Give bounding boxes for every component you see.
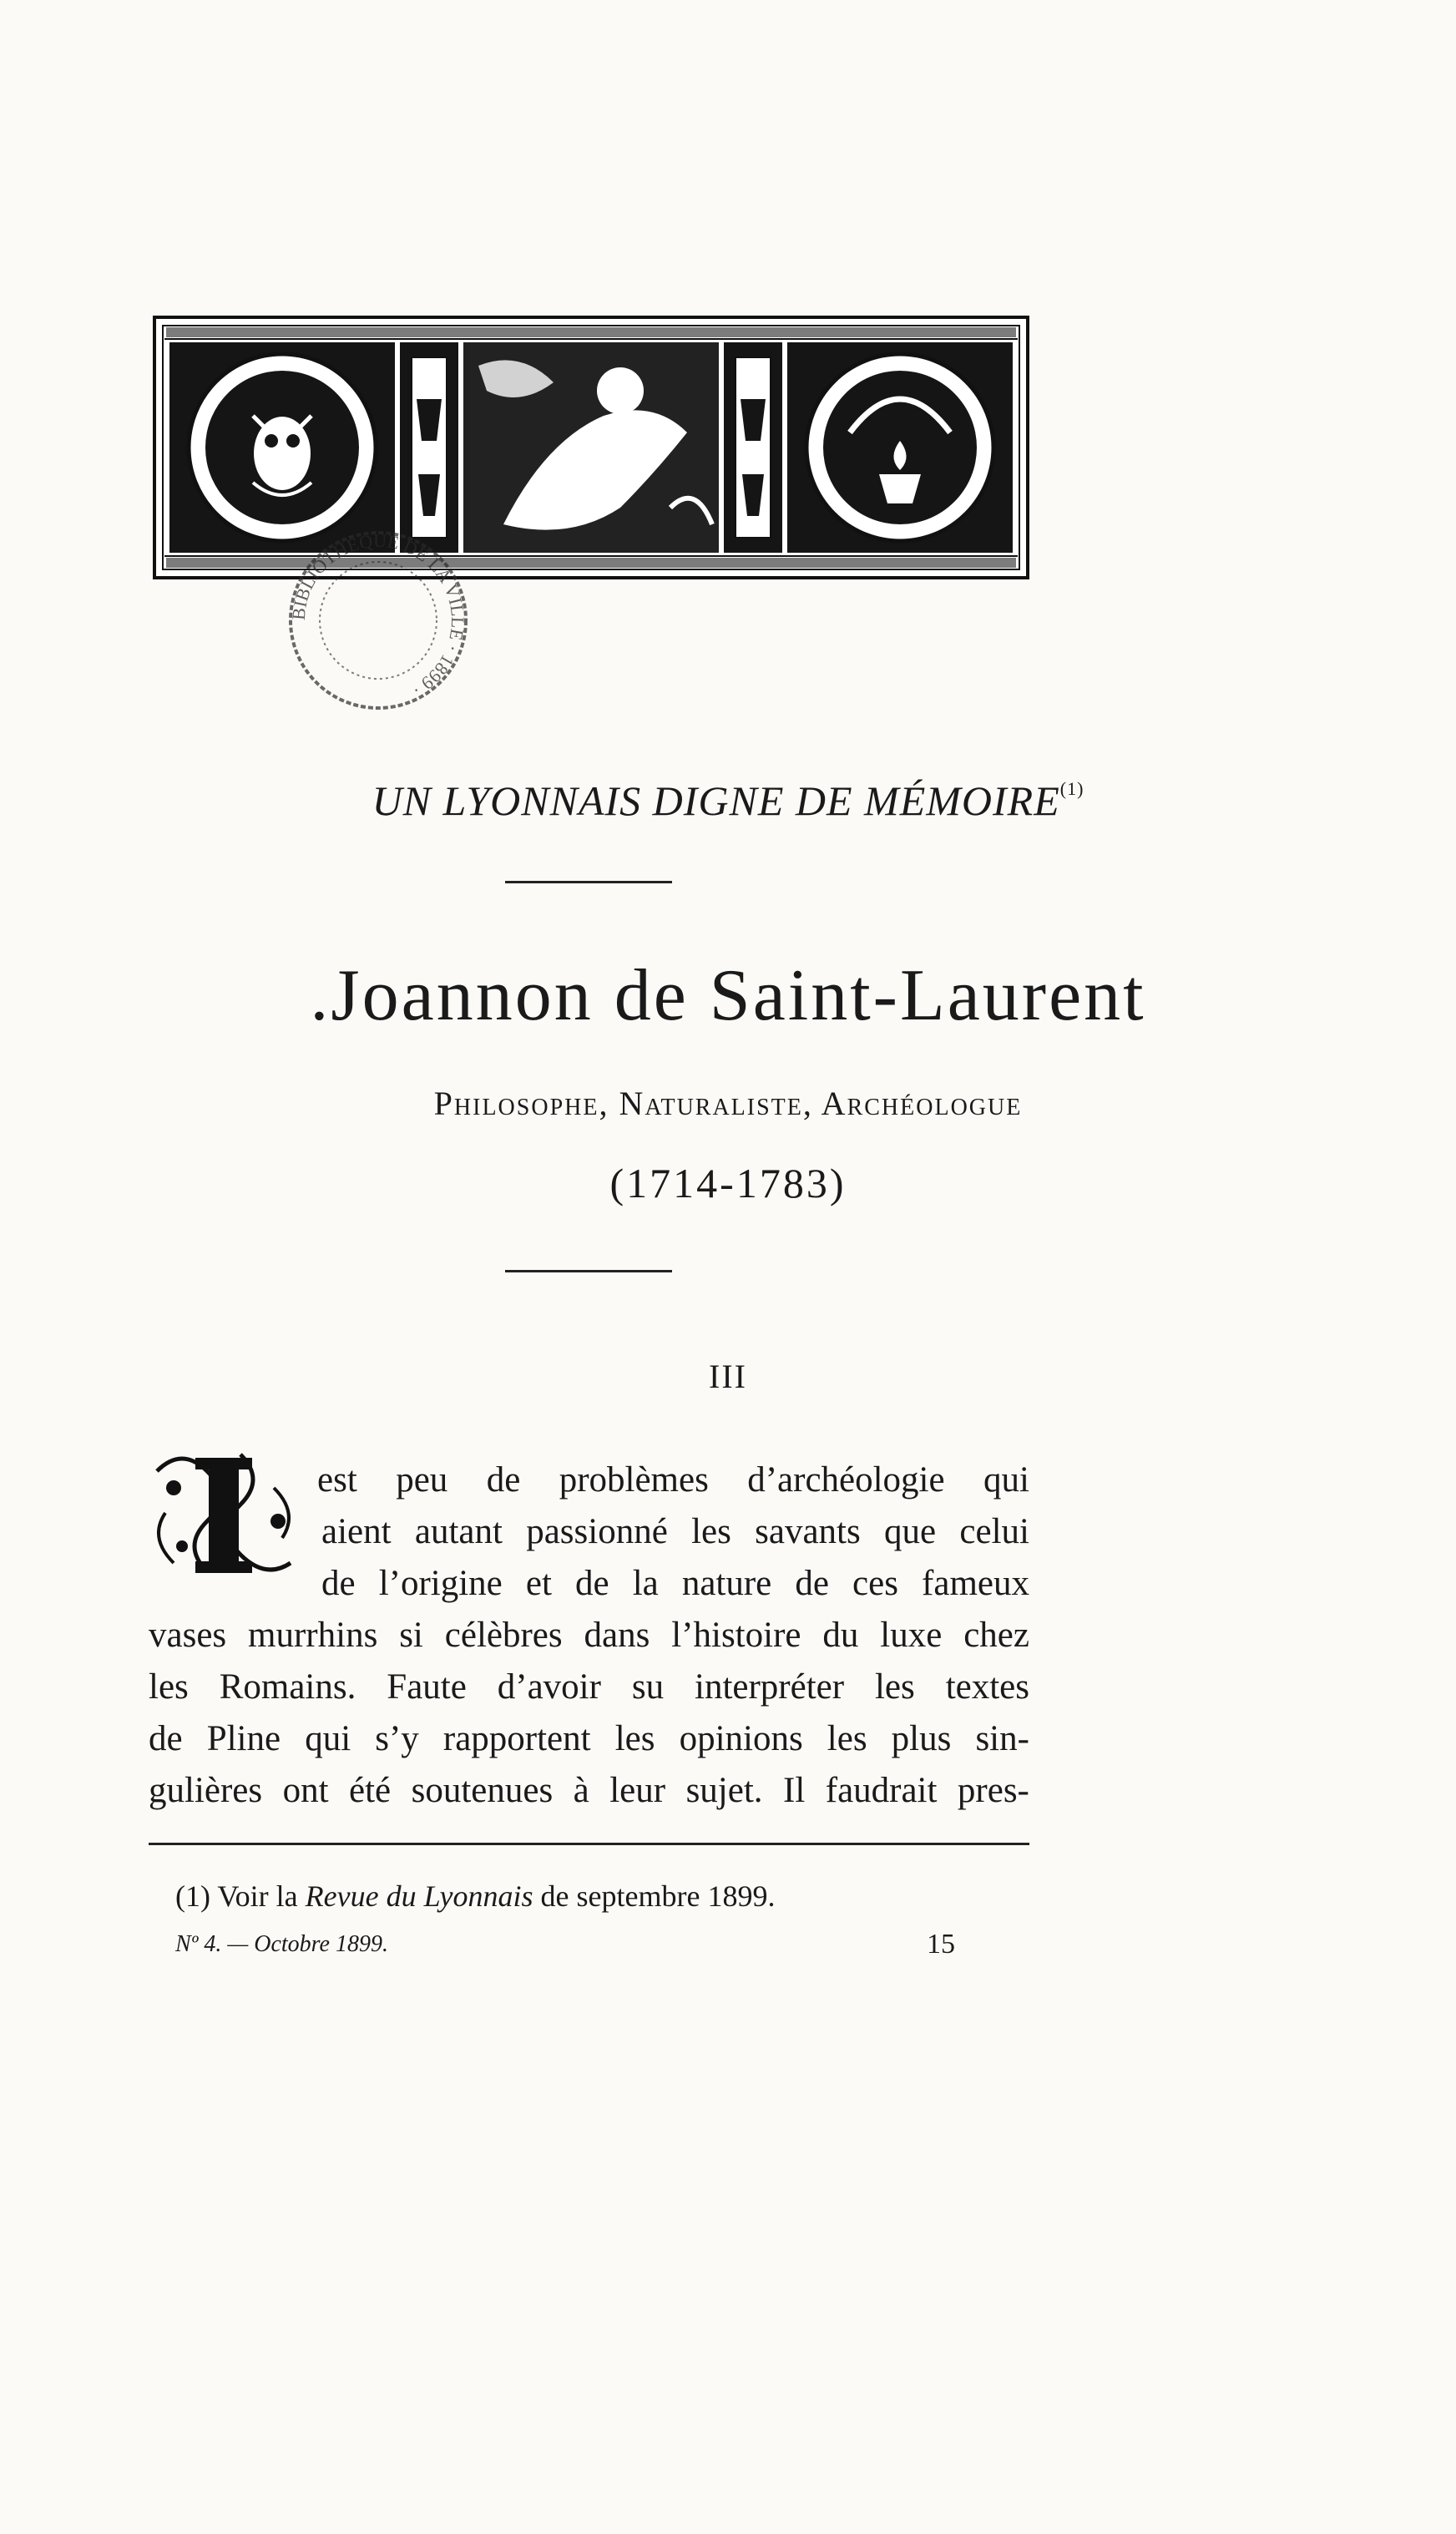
word: d’archéologie: [747, 1460, 945, 1500]
footnote-marker: (1): [1059, 778, 1084, 799]
body-line-1: [317, 1454, 1029, 1506]
title-rule-bottom: [505, 1270, 672, 1272]
word: la: [632, 1564, 659, 1603]
word: ces: [852, 1564, 898, 1603]
word: de: [321, 1564, 356, 1603]
word: l’origine: [378, 1564, 503, 1603]
word: murrhins: [248, 1616, 378, 1655]
word: luxe: [880, 1616, 943, 1655]
title-rule-top: [505, 881, 672, 883]
word: peu: [396, 1460, 448, 1500]
word: les: [691, 1512, 731, 1551]
word: dans: [584, 1616, 650, 1655]
word: autant: [414, 1512, 503, 1551]
word: rapportent: [442, 1719, 591, 1758]
word: aient: [321, 1512, 392, 1551]
svg-text:BIBLIOTHÈQUE DE LA VILLE · 189: BIBLIOTHÈQUE DE LA VILLE · 1899 ·: [287, 529, 469, 701]
issue-line: Nº 4. — Octobre 1899.: [175, 1931, 388, 1957]
word: fameux: [922, 1564, 1029, 1603]
word: les: [874, 1667, 915, 1707]
library-stamp: [282, 524, 474, 716]
body-line-4: [149, 1610, 1029, 1662]
word: que: [884, 1512, 937, 1551]
word: faudrait: [825, 1771, 938, 1810]
footnote-rule: [149, 1843, 1029, 1845]
word: vases: [149, 1616, 227, 1655]
word: plus: [891, 1719, 952, 1758]
word: sujet.: [685, 1771, 763, 1810]
word: interpréter: [695, 1667, 845, 1707]
article-dates: (1714-1783): [609, 1160, 847, 1206]
article-series-title: UN LYONNAIS DIGNE DE MÉMOIRE$^{(1)}$: [372, 777, 1084, 824]
word: ont: [282, 1771, 329, 1810]
word: s’y: [375, 1719, 419, 1758]
word: les: [614, 1719, 655, 1758]
word: sin-: [975, 1719, 1029, 1758]
body-line-7: [149, 1765, 1029, 1817]
word: de: [575, 1564, 609, 1603]
word: nature: [681, 1564, 772, 1603]
word: celui: [959, 1512, 1029, 1551]
article-qualifiers: Philosophe, Naturaliste, Archéologue: [433, 1085, 1023, 1122]
word: qui: [983, 1460, 1029, 1500]
word: est: [317, 1460, 357, 1500]
word: de: [486, 1460, 521, 1500]
word: été: [349, 1771, 392, 1810]
body-line-6: [149, 1713, 1029, 1765]
page-number: 15: [927, 1929, 955, 1960]
word: su: [631, 1667, 665, 1707]
word: opinions: [679, 1719, 803, 1758]
word: du: [822, 1616, 859, 1655]
word: Faute: [387, 1667, 467, 1707]
section-number: III: [709, 1358, 747, 1395]
word: Pline: [206, 1719, 281, 1758]
word: leur: [609, 1771, 666, 1810]
word: les: [827, 1719, 867, 1758]
ornamental-initial: [140, 1438, 307, 1590]
body-line-5: [149, 1662, 1029, 1713]
body-line-3: [321, 1558, 1029, 1610]
word: si: [399, 1616, 423, 1655]
footnote: (1) Voir la Revue du Lyonnais de septembre 1899.: [175, 1879, 776, 1913]
word: l’histoire: [671, 1616, 801, 1655]
word: qui: [305, 1719, 351, 1758]
word: savants: [755, 1512, 861, 1551]
word: d’avoir: [497, 1667, 601, 1707]
word: textes: [945, 1667, 1029, 1707]
word: et: [525, 1564, 552, 1603]
word: à: [573, 1771, 589, 1810]
word: soutenues: [411, 1771, 554, 1810]
word: chez: [963, 1616, 1029, 1655]
word: Il: [783, 1771, 806, 1810]
word: de: [795, 1564, 829, 1603]
word: passionné: [526, 1512, 668, 1551]
word: pres-: [957, 1771, 1029, 1810]
body-line-2: [321, 1506, 1029, 1558]
word: de: [149, 1719, 183, 1758]
word: les: [149, 1667, 189, 1707]
article-title: .Joannon de Saint-Laurent: [310, 955, 1146, 1036]
word: problèmes: [559, 1460, 709, 1500]
word: gulières: [149, 1771, 263, 1810]
word: Romains.: [219, 1667, 356, 1707]
word: célèbres: [444, 1616, 563, 1655]
